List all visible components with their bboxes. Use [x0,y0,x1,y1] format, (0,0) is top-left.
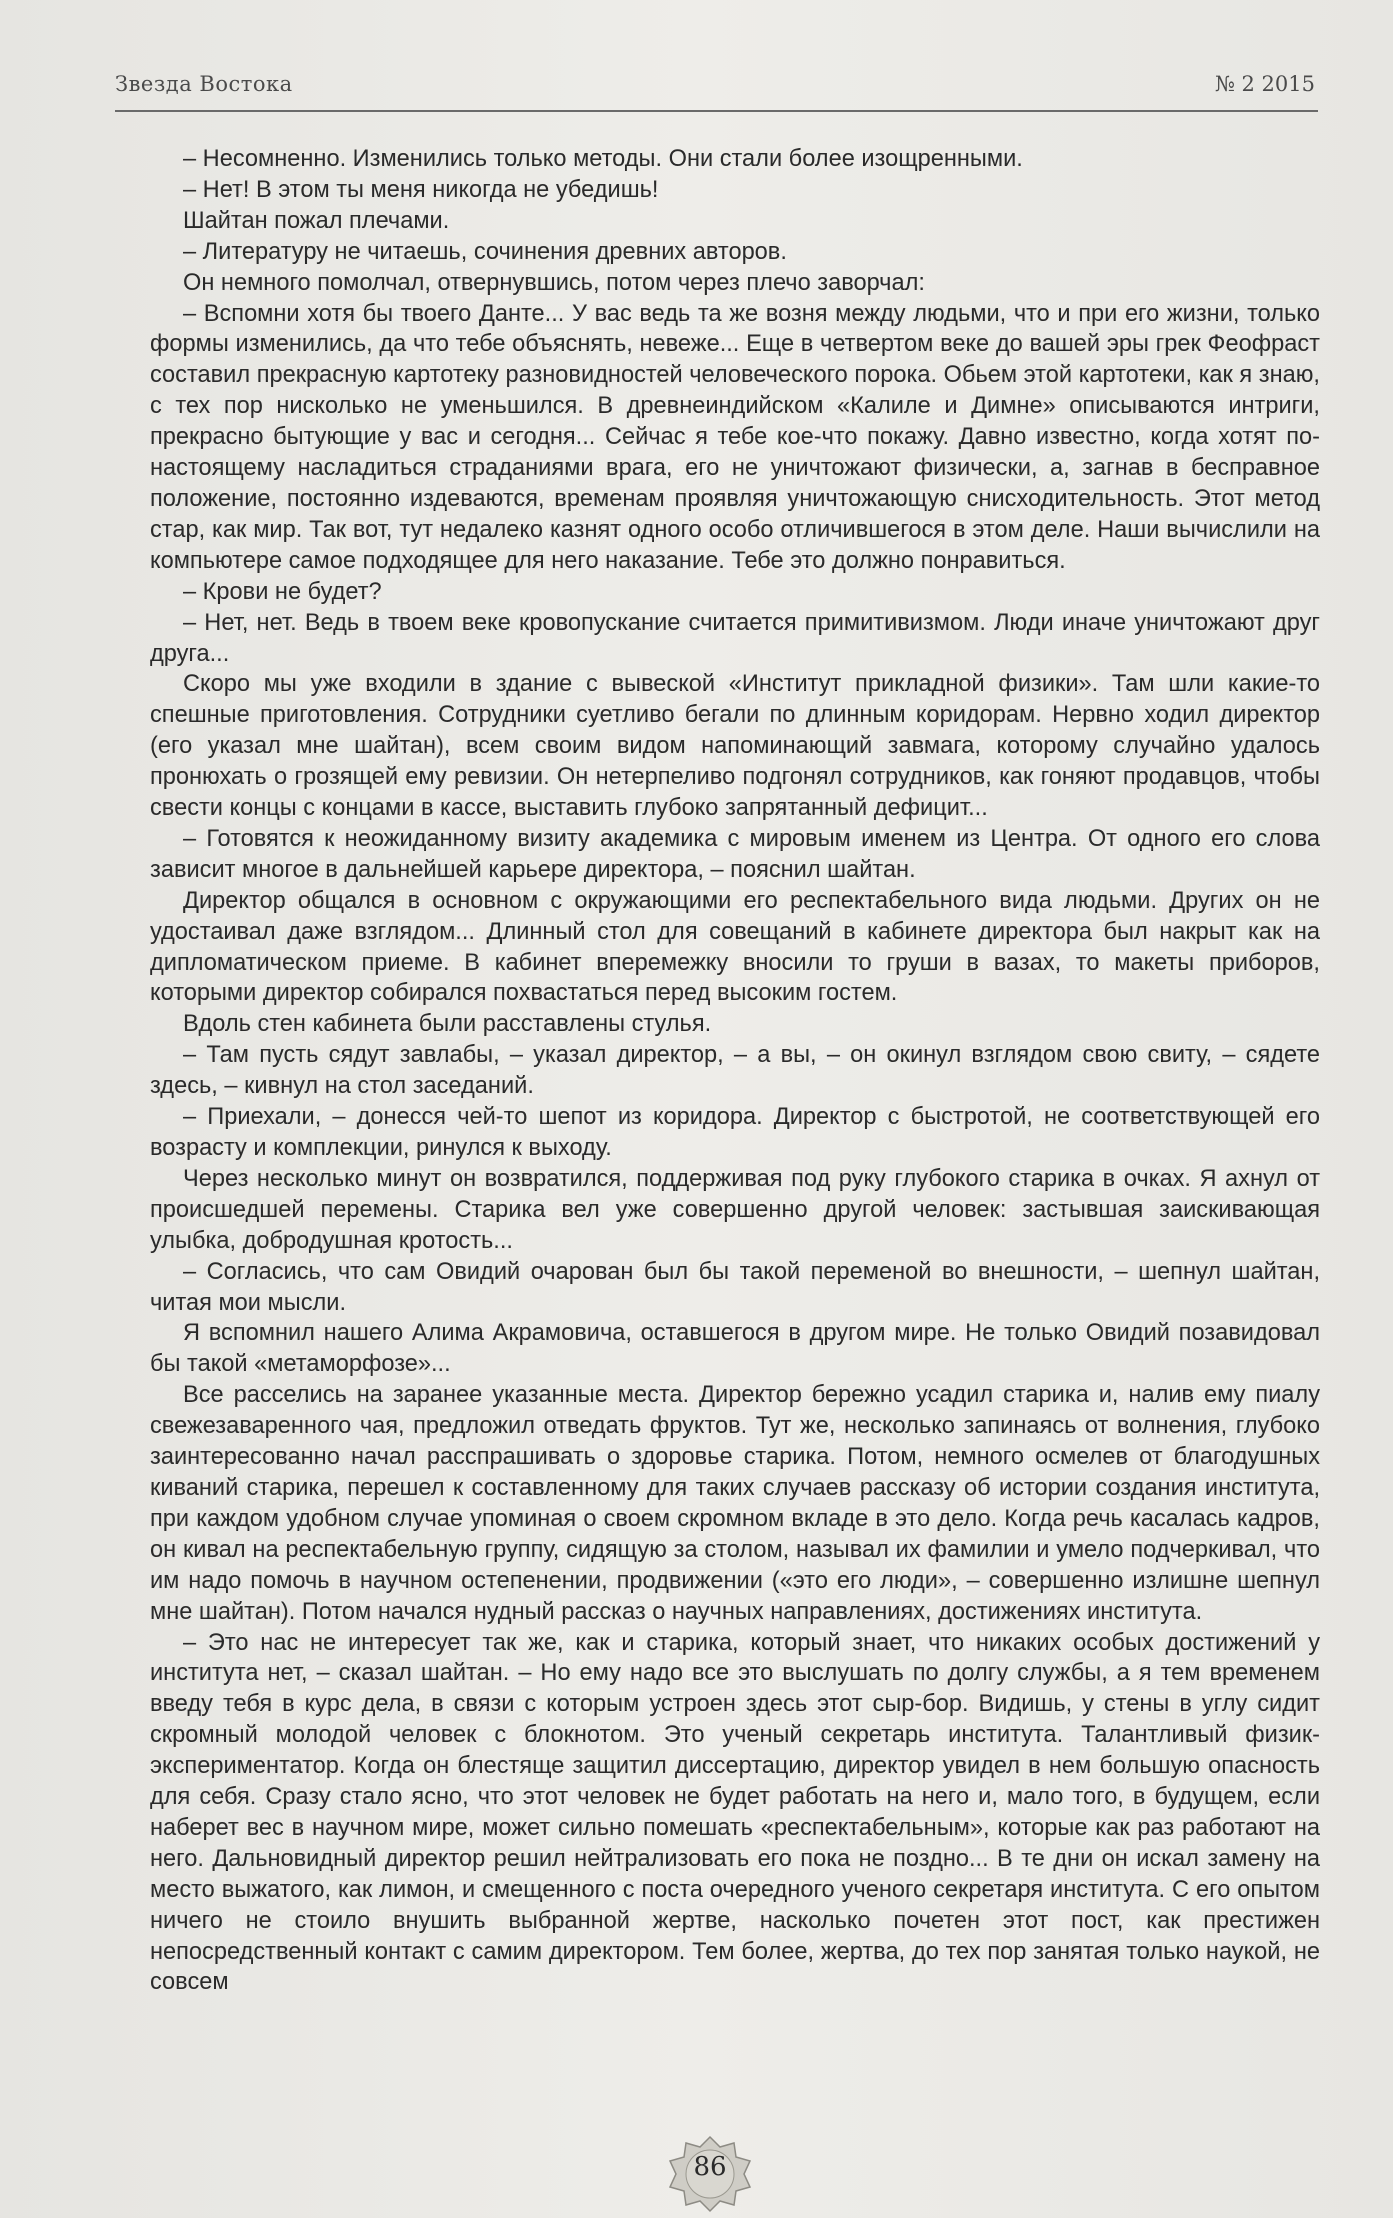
paragraph: – Приехали, – донесся чей-то шепот из коридора. Директор с быстротой, не соответствующей его возрасту и комплекции, ринулся к выходу. [150,1104,1320,1161]
paragraph: Я вспомнил нашего Алима Акрамовича, оставшегося в другом мире. Не только Овидий позавидовал бы такой «метаморфозе»... [150,1320,1320,1378]
paragraph: – Крови не будет? [183,578,382,605]
paragraph: – Вспомни хотя бы твоего Данте... У вас ведь та же возня между людьми, что и при его жизни, только формы изменились, да что тебе объяснять, невеже... Еще в четвертом веке до вашей эры грек Феофраст составил прекрасную картотеку разновидностей человеческого порока. Обьем этой картотеки, как я знаю, с тех пор нисколько не уменьшился. В древнеиндийском «Калиле и Димне» описываются интриги, прекрасно бытующие у вас и сегодня... Сейчас я тебе кое-что покажу. Давно известно, когда хотят по-настоящему насладиться страданиями врага, его не уничтожают физически, а, загнав в бесправное положение, постоянно издеваются, временам проявляя уничтожающую снисходительность. Этот метод стар, как мир. Так вот, тут недалеко казнят одного особо отличившегося в этом деле. Наши вычислили на компьютере самое подходящее для него наказание. Тебе это должно понравиться. [150,300,1320,574]
paragraph: – Это нас не интересует так же, как и старика, который знает, что никаких особых достижений у института нет, – сказал шайтан. – Но ему надо все это выслушать по долгу службы, а я тем временем введу тебя в курс дела, в связи с которым устроен здесь этот сыр-бор. Видишь, у стены в углу сидит скромный молодой человек с блокнотом. Это ученый секретарь института. Талантливый физик-экспериментатор. Когда он блестяще защитил диссертацию, директор увидел в нем большую опасность для себя. Сразу стало ясно, что этот человек не будет работать на него и, мало того, в будущем, если наберет вес в научном мире, может сильно помешать «респектабельным», которые как раз работают на него. Дальновидный директор решил нейтрализовать его пока не поздно... В те дни он искал замену на место выжатого, как лимон, и смещенного с поста очередного ученого секретаря института. С его опытом ничего не стоило внушить выбранной жертве, насколько почетен этот пост, как престижен непосредственный контакт с самим директором. Тем более, жертва, до тех пор занятая только наукой, не совсем [150,1629,1320,1996]
paragraph: – Несомненно. Изменились только методы. Они стали более изощренными. [183,146,1023,172]
paragraph: – Нет, нет. Ведь в твоем веке кровопускание считается примитивизмом. Люди иначе уничтожают друг друга... [150,609,1320,667]
paragraph: Шайтан пожал плечами. [183,207,450,234]
paragraph: – Нет! В этом ты меня никогда не убедишь! [183,176,659,203]
journal-title: Звезда Востока [115,72,293,96]
paragraph: Директор общался в основном с окружающими его респектабельного вида людьми. Других он не удостаивал даже взглядом... Длинный стол для совещаний в кабинете директора был накрыт как на дипломатическом приеме. В кабинет вперемежку вносили то груши в вазах, то макеты приборов, которыми директор собирался похвастаться перед высоким гостем. [150,887,1320,1007]
running-header [115,72,1315,112]
header-rule [115,110,1318,112]
article-body [150,144,1320,1998]
paragraph: Вдоль стен кабинета были расставлены стулья. [183,1011,712,1038]
page-number: 86 [693,2152,727,2182]
paragraph: – Согласись, что сам Овидий очарован был бы такой переменой во внешности, – шепнул шайтан, читая мои мысли. [150,1258,1320,1316]
paragraph: – Там пусть сядут завлабы, – указал директор, – а вы, – он окинул взглядом свою свиту, – сядете здесь, – кивнул на стол заседаний. [150,1042,1320,1100]
paragraph: – Готовятся к неожиданному визиту академика с мировым именем из Центра. От одного его слова зависит многое в дальнейшей карьере директора, – пояснил шайтан. [150,825,1320,883]
paragraph: Он немного помолчал, отвернувшись, потом через плечо заворчал: [183,269,925,296]
paragraph: – Литературу не читаешь, сочинения древних авторов. [183,238,787,265]
paragraph: Скоро мы уже входили в здание с вывеской «Институт прикладной физики». Там шли какие-то спешные приготовления. Сотрудники суетливо бегали по длинным коридорам. Нервно ходил директор (его указал мне шайтан), всем своим видом напоминающий завмага, которому случайно удалось пронюхать о грозящей ему ревизии. Он нетерпеливо подгонял сотрудников, как гоняют продавцов, чтобы свести концы с концами в кассе, выставить глубоко запрятанный дефицит... [150,671,1320,822]
paragraph: Все расселись на заранее указанные места. Директор бережно усадил старика и, налив ему пиалу свежезаваренного чая, предложил отведать фруктов. Тут же, несколько запинаясь от волнения, глубоко заинтересованно начал расспрашивать о здоровье старика. Потом, немного осмелев от благодушных киваний старика, перешел к составленному для таких случаев рассказу об истории создания института, при каждом удобном случае упоминая о своем скромном вкладе в это дело. Когда речь касалась кадров, он кивал на респектабельную группу, сидящую за столом, называл их фамилии и умело подчеркивал, что им надо помочь в научном остепенении, продвижении («это его люди», – совершенно излишне шепнул мне шайтан). Потом начался нудный рассказ о научных направлениях, достижениях института. [150,1382,1320,1625]
issue-number: № 2 2015 [1214,72,1315,96]
paragraph: Через несколько минут он возвратился, поддерживая под руку глубокого старика в очках. Я ахнул от происшедшей перемены. Старика вел уже совершенно другой человек: застывшая заискивающая улыбка, добродушная кротость... [150,1165,1320,1254]
